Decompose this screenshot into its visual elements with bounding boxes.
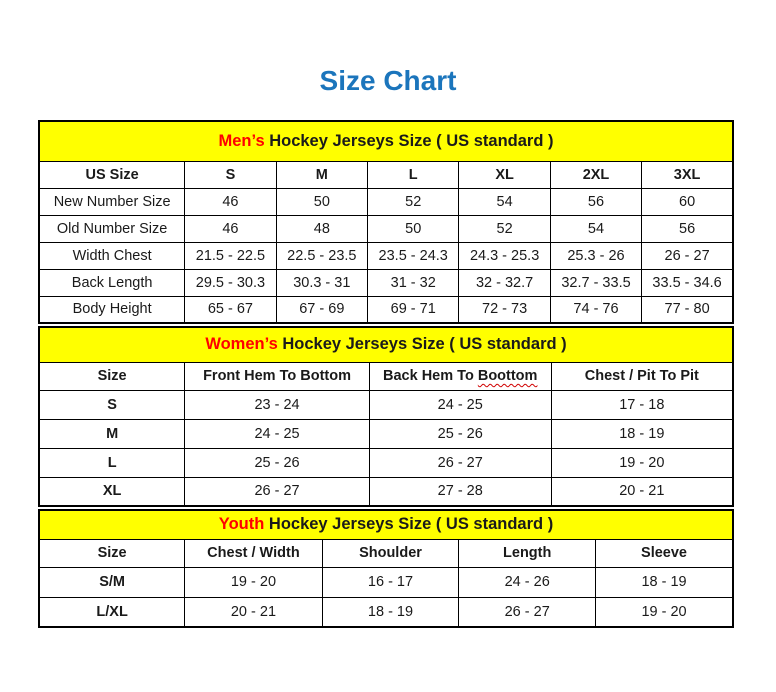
mens-cell: 54 [459, 188, 550, 215]
mens-cell: 48 [276, 215, 367, 242]
womens-col-header: Front Hem To Bottom [185, 362, 370, 390]
page-title: Size Chart [319, 65, 457, 96]
womens-section-title-rest: Hockey Jerseys Size ( US standard ) [277, 335, 567, 354]
mens-section-title-highlight: Men’s [218, 131, 265, 150]
mens-cell: 74 - 76 [550, 296, 641, 323]
youth-cell: 26 - 27 [459, 597, 596, 627]
table-row [39, 296, 733, 323]
youth-col-header: Shoulder [322, 539, 459, 567]
mens-cell: 52 [459, 215, 550, 242]
womens-cell: 20 - 21 [551, 477, 733, 506]
womens-cell: 26 - 27 [185, 477, 370, 506]
mens-cell: 52 [368, 188, 459, 215]
mens-cell: 23.5 - 24.3 [368, 242, 459, 269]
youth-col-header: Size [39, 539, 185, 567]
youth-col-header: Chest / Width [185, 539, 322, 567]
mens-col-header: S [185, 161, 276, 188]
table-row [39, 188, 733, 215]
mens-cell: 21.5 - 22.5 [185, 242, 276, 269]
mens-cell: 46 [185, 215, 276, 242]
youth-cell: 20 - 21 [185, 597, 322, 627]
mens-row-label: Body Height [39, 296, 185, 323]
womens-cell: 24 - 25 [369, 390, 551, 419]
mens-cell: 31 - 32 [368, 269, 459, 296]
table-row [39, 242, 733, 269]
womens-col-header-misspelled-word: Boottom [477, 368, 538, 384]
mens-section-header [39, 121, 733, 161]
table-row [39, 448, 733, 477]
table-row [39, 419, 733, 448]
mens-cell: 24.3 - 25.3 [459, 242, 550, 269]
womens-section-title-highlight: Women’s [205, 335, 278, 354]
mens-cell: 50 [368, 215, 459, 242]
mens-col-header: 3XL [642, 161, 733, 188]
womens-col-header-back-hem-prefix: Back Hem To [383, 368, 478, 384]
youth-column-header-row [39, 539, 733, 567]
mens-cell: 65 - 67 [185, 296, 276, 323]
womens-section-header [39, 327, 733, 362]
womens-size-table [38, 326, 734, 507]
womens-cell: 25 - 26 [185, 448, 370, 477]
youth-cell: 18 - 19 [596, 567, 733, 597]
womens-column-header-row [39, 362, 733, 390]
mens-cell: 69 - 71 [368, 296, 459, 323]
table-row [39, 597, 733, 627]
womens-row-label: M [39, 419, 185, 448]
youth-size-table [38, 509, 734, 628]
table-row [39, 269, 733, 296]
womens-cell: 23 - 24 [185, 390, 370, 419]
womens-row-label: S [39, 390, 185, 419]
womens-row-label: L [39, 448, 185, 477]
youth-cell: 16 - 17 [322, 567, 459, 597]
mens-cell: 32.7 - 33.5 [550, 269, 641, 296]
mens-cell: 32 - 32.7 [459, 269, 550, 296]
youth-cell: 19 - 20 [596, 597, 733, 627]
mens-cell: 56 [550, 188, 641, 215]
youth-row-label: S/M [39, 567, 185, 597]
womens-cell: 18 - 19 [551, 419, 733, 448]
youth-section-header [39, 510, 733, 539]
mens-col-header: M [276, 161, 367, 188]
mens-row-label: Back Length [39, 269, 185, 296]
mens-cell: 29.5 - 30.3 [185, 269, 276, 296]
mens-cell: 77 - 80 [642, 296, 733, 323]
mens-col-header: US Size [39, 161, 185, 188]
mens-cell: 26 - 27 [642, 242, 733, 269]
youth-cell: 19 - 20 [185, 567, 322, 597]
mens-cell: 25.3 - 26 [550, 242, 641, 269]
mens-cell: 56 [642, 215, 733, 242]
womens-cell: 19 - 20 [551, 448, 733, 477]
youth-row-label: L/XL [39, 597, 185, 627]
womens-cell: 26 - 27 [369, 448, 551, 477]
womens-cell: 25 - 26 [369, 419, 551, 448]
mens-cell: 30.3 - 31 [276, 269, 367, 296]
youth-col-header: Length [459, 539, 596, 567]
mens-cell: 33.5 - 34.6 [642, 269, 733, 296]
mens-row-label: New Number Size [39, 188, 185, 215]
womens-cell: 24 - 25 [185, 419, 370, 448]
womens-row-label: XL [39, 477, 185, 506]
womens-col-header [369, 362, 551, 390]
youth-cell: 24 - 26 [459, 567, 596, 597]
tables-container [38, 120, 734, 628]
mens-cell: 50 [276, 188, 367, 215]
mens-column-header-row [39, 161, 733, 188]
womens-col-header: Chest / Pit To Pit [551, 362, 733, 390]
youth-cell: 18 - 19 [322, 597, 459, 627]
mens-cell: 54 [550, 215, 641, 242]
youth-section-title-rest: Hockey Jerseys Size ( US standard ) [264, 515, 554, 534]
mens-row-label: Width Chest [39, 242, 185, 269]
womens-cell: 17 - 18 [551, 390, 733, 419]
mens-section-title-rest: Hockey Jerseys Size ( US standard ) [264, 131, 554, 150]
table-row [39, 567, 733, 597]
mens-cell: 22.5 - 23.5 [276, 242, 367, 269]
youth-col-header: Sleeve [596, 539, 733, 567]
mens-row-label: Old Number Size [39, 215, 185, 242]
youth-section-title-highlight: Youth [218, 515, 265, 534]
mens-cell: 67 - 69 [276, 296, 367, 323]
womens-cell: 27 - 28 [369, 477, 551, 506]
mens-cell: 72 - 73 [459, 296, 550, 323]
mens-cell: 60 [642, 188, 733, 215]
mens-size-table [38, 120, 734, 324]
womens-col-header: Size [39, 362, 185, 390]
table-row [39, 215, 733, 242]
mens-col-header: L [368, 161, 459, 188]
mens-cell: 46 [185, 188, 276, 215]
table-row [39, 477, 733, 506]
mens-col-header: XL [459, 161, 550, 188]
table-row [39, 390, 733, 419]
mens-col-header: 2XL [550, 161, 641, 188]
